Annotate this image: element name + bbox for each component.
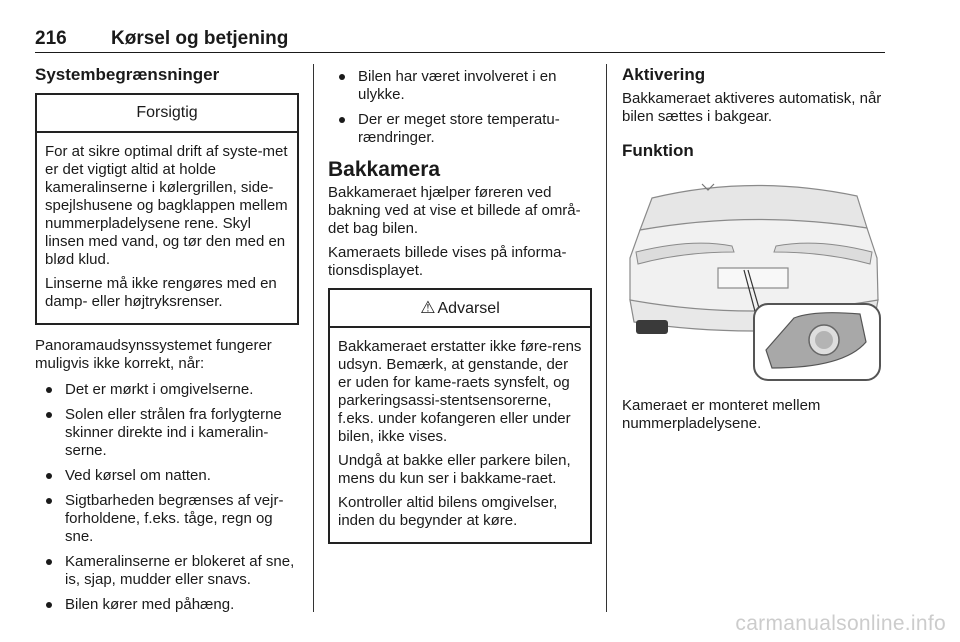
limits-list [35,381,299,614]
warning-paragraph: Kontroller altid bilens omgivelser, inden du begynder at køre. [338,494,558,529]
body-paragraph: Bakkameraet hjælper føreren ved bakning ved at vise et billede af områ-det bag bilen. [328,184,581,237]
column-divider-right [606,64,607,612]
column-middle [328,68,592,544]
list-item: Solen eller strålen fra forlygterne skinner direkte ind i kameralin-serne. [35,406,299,460]
section-heading-function: Funktion [622,141,694,160]
list-item: Det er mørkt i omgivelserne. [35,381,299,399]
page-header [35,28,885,53]
limits-list-continued [328,68,592,147]
list-item: Ved kørsel om natten. [35,467,299,485]
list-item: Der er meget store temperatu-rændringer. [328,111,592,147]
list-item: Kameralinserne er blokeret af sne, is, sjap, mudder eller snavs. [35,553,299,589]
warning-box [328,288,592,544]
rear-camera-location-illustration [622,172,884,387]
limits-intro: Panoramaudsynssystemet fungerer muligvis ikke korrekt, når: [35,337,272,372]
caution-paragraph: For at sikre optimal drift af syste-met er det vigtigt altid at holde kameralinserne i kølergrillen, side-spejlshusene og bagklappen mellem nummerpladelysene rene. Skyl linsen med vand, og tør den med en blød klud. [45,143,288,268]
caution-box [35,93,299,325]
warning-title-row [330,290,590,328]
page-title: Kørsel og betjening [111,28,289,49]
caution-title: Forsigtig [37,95,297,133]
column-left [35,66,299,621]
list-item: Sigtbarheden begrænses af vejr-forholdene, f.eks. tåge, regn og sne. [35,492,299,546]
warning-paragraph: Undgå at bakke eller parkere bilen, mens du kun ser i bakkame-raet. [338,452,571,487]
body-paragraph: Kameraets billede vises på informa-tionsdisplayet. [328,244,567,279]
section-heading-rear-camera: Bakkamera [328,158,441,181]
column-divider-left [313,64,314,612]
warning-paragraph: Bakkameraet erstatter ikke føre-rens udsyn. Bemærk, at genstande, der er uden for kame-raets synsfelt, og parkeringsassi-stentsensorerne, f.eks. under kofangeren eller under bilen, ikke vises. [338,338,582,445]
image-caption: Kameraet er monteret mellem nummerpladelysene. [622,397,821,432]
warning-title: Advarsel [437,300,500,317]
list-item: Bilen har været involveret i en ulykke. [328,68,592,104]
section-heading-system-limits: Systembegrænsninger [35,65,220,84]
page-number: 216 [35,28,67,49]
column-right [622,66,886,439]
caution-paragraph: Linserne må ikke rengøres med en damp- eller højtryksrenser. [45,275,277,310]
warning-triangle-icon: ⚠ [420,298,436,317]
watermark: carmanualsonline.info [735,612,946,635]
body-paragraph: Bakkameraet aktiveres automatisk, når bilen sættes i bakgear. [622,90,882,125]
list-item: Bilen kører med påhæng. [35,596,299,614]
section-heading-activation: Aktivering [622,65,706,84]
